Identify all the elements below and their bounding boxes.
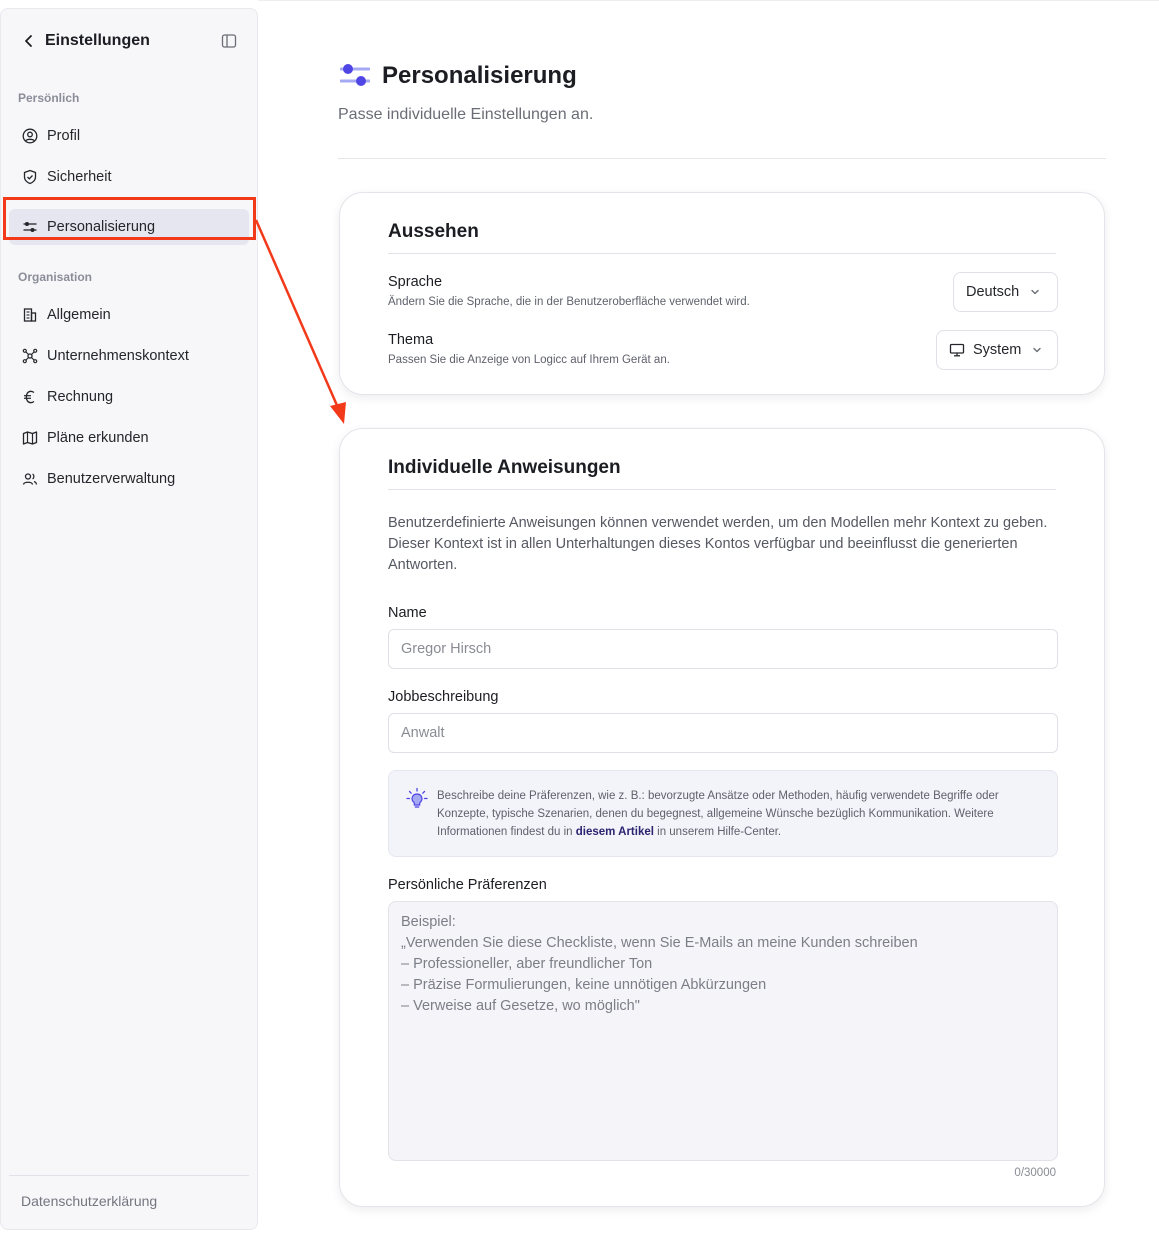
sliders-icon xyxy=(340,62,370,88)
sidebar-item-label: Allgemein xyxy=(47,307,111,323)
building-icon xyxy=(21,306,39,324)
euro-icon xyxy=(21,388,39,406)
page-title: Personalisierung xyxy=(382,62,577,89)
preferences-textarea[interactable] xyxy=(388,901,1058,1161)
settings-sidebar xyxy=(0,8,258,1230)
appearance-divider xyxy=(388,253,1056,254)
instructions-divider xyxy=(388,489,1056,490)
header-divider xyxy=(338,158,1106,159)
sidebar-item-profil[interactable] xyxy=(9,118,249,154)
chevron-down-icon xyxy=(1029,286,1041,298)
language-label: Sprache xyxy=(388,274,443,290)
sidebar-footer-divider xyxy=(9,1175,249,1176)
sidebar-item-plaene-erkunden[interactable] xyxy=(9,420,249,456)
section-label-organisation: Organisation xyxy=(18,270,93,284)
sidebar-header xyxy=(19,29,239,53)
annotation-highlight-box xyxy=(3,197,256,240)
character-counter: 0/30000 xyxy=(1014,1167,1056,1179)
users-icon xyxy=(21,470,39,488)
name-input-placeholder: Gregor Hirsch xyxy=(401,641,492,657)
language-select-value: Deutsch xyxy=(966,284,1020,300)
page-subtitle: Passe individuelle Einstellungen an. xyxy=(338,106,594,123)
name-label: Name xyxy=(388,605,427,621)
chevron-left-icon xyxy=(22,34,36,48)
monitor-icon xyxy=(949,342,965,358)
job-input-placeholder: Anwalt xyxy=(401,725,445,741)
name-input[interactable] xyxy=(388,629,1058,669)
appearance-card xyxy=(339,192,1105,395)
back-button[interactable] xyxy=(19,31,39,51)
sidebar-item-benutzerverwaltung[interactable] xyxy=(9,461,249,497)
sidebar-title: Einstellungen xyxy=(45,32,150,49)
user-circle-icon xyxy=(21,127,39,145)
language-description: Ändern Sie die Sprache, die in der Benutzeroberfläche verwendet wird. xyxy=(388,296,750,308)
instructions-card xyxy=(339,428,1105,1207)
hint-text: Beschreibe deine Präferenzen, wie z. B.: bevorzugte Ansätze oder Methoden, häufig verwendete Begriffe oder Konzepte, typische Szenarien, denen du begegnest, allgemeine Wünsche bezüglich Kommunikation. Weitere Informationen findest du in diesem Artikel in unserem Hilfe-Center. xyxy=(437,790,999,838)
sidebar-item-sicherheit[interactable] xyxy=(9,159,249,195)
theme-description: Passen Sie die Anzeige von Logicc auf Ihrem Gerät an. xyxy=(388,354,670,366)
privacy-policy-link[interactable]: Datenschutzerklärung xyxy=(21,1193,158,1209)
sidebar-item-label: Pläne erkunden xyxy=(47,430,149,446)
theme-label: Thema xyxy=(388,332,434,348)
article-link[interactable]: diesem Artikel xyxy=(575,826,654,838)
preferences-placeholder: Beispiel: „Verwenden Sie diese Checkliste, wenn Sie E-Mails an meine Kunden schreiben – Professioneller, aber freundlicher Ton – Präzise Formulierungen, keine unnötigen Abkürzungen – Verweise auf Gesetze, wo möglich" xyxy=(401,914,918,1014)
sidebar-item-label: Personalisierung xyxy=(47,219,156,235)
sidebar-item-label: Unternehmenskontext xyxy=(47,348,189,364)
theme-select-value: System xyxy=(973,342,1022,358)
sidebar-item-label: Profil xyxy=(47,128,81,144)
sidebar-item-rechnung[interactable] xyxy=(9,379,249,415)
language-select[interactable] xyxy=(953,272,1058,312)
shield-icon xyxy=(21,168,39,186)
job-input[interactable] xyxy=(388,713,1058,753)
network-icon xyxy=(21,347,39,365)
preferences-label: Persönliche Präferenzen xyxy=(388,877,547,893)
job-label: Jobbeschreibung xyxy=(388,689,499,705)
sidebar-item-label: Benutzerverwaltung xyxy=(47,471,176,487)
sidebar-item-label: Rechnung xyxy=(47,389,114,405)
instructions-title: Individuelle Anweisungen xyxy=(388,457,621,478)
section-label-personal: Persönlich xyxy=(18,91,80,105)
sidebar-item-label: Sicherheit xyxy=(47,169,112,185)
lightbulb-icon xyxy=(404,787,430,813)
top-border xyxy=(258,0,1159,2)
instructions-intro: Benutzerdefinierte Anweisungen können verwendet werden, um den Modellen mehr Kontext zu geben. Dieser Kontext ist in allen Unterhaltungen dieses Kontos verfügbar und beeinflusst die generierten Antworten. xyxy=(388,515,1048,573)
chevron-down-icon xyxy=(1031,344,1043,356)
appearance-title: Aussehen xyxy=(388,221,479,242)
sidebar-item-allgemein[interactable] xyxy=(9,297,249,333)
theme-select[interactable] xyxy=(936,330,1058,370)
sidebar-toggle-icon xyxy=(221,33,237,49)
map-icon xyxy=(21,429,39,447)
hint-box xyxy=(388,770,1058,857)
collapse-sidebar-button[interactable] xyxy=(219,31,239,51)
sidebar-item-unternehmenskontext[interactable] xyxy=(9,338,249,374)
